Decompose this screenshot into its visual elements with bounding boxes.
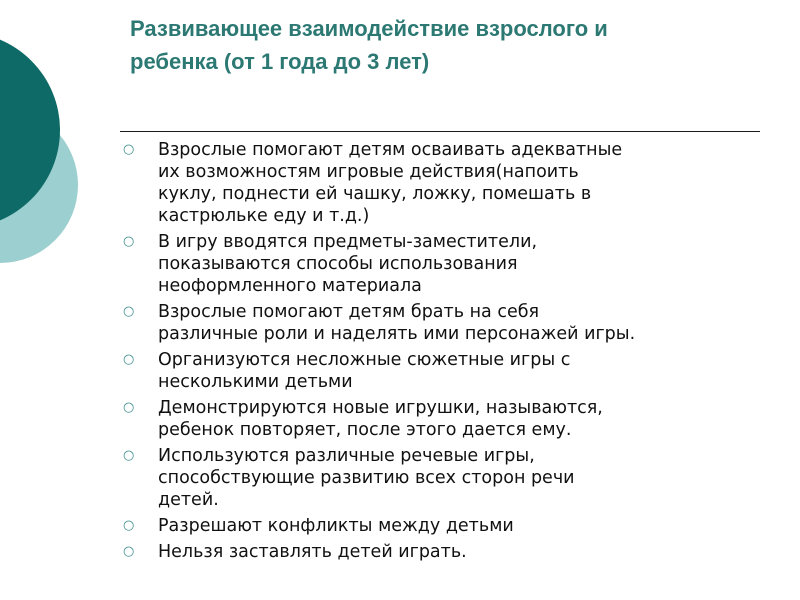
bullet-item [120, 231, 770, 297]
bullet-item [120, 349, 770, 393]
bullet-icon: ○ [123, 518, 135, 533]
bullet-item [120, 541, 770, 563]
bullet-item [120, 301, 770, 345]
bullet-line: способствующие развитию всех сторон речи [158, 468, 575, 488]
bullet-icon: ○ [123, 352, 135, 367]
bullet-line: Взрослые помогают детям осваивать адекватные [158, 140, 623, 160]
bullet-icon: ○ [123, 234, 135, 249]
slide-title [130, 12, 770, 78]
title-line-2: ребенка (от 1 года до 3 лет) [130, 49, 430, 74]
bullet-icon: ○ [123, 448, 135, 463]
title-line-1: Развивающее взаимодействие взрослого и [130, 16, 608, 41]
bullet-line: Нельзя заставлять детей играть. [158, 542, 467, 562]
bullet-item [120, 445, 770, 511]
title-divider [120, 131, 760, 132]
decor-circles [0, 0, 90, 600]
bullet-line: показываются способы использования [158, 254, 518, 274]
bullet-icon: ○ [123, 142, 135, 157]
bullet-line: детей. [158, 490, 219, 510]
bullet-line: Разрешают конфликты между детьми [158, 516, 514, 536]
bullet-item [120, 139, 770, 227]
bullet-item [120, 515, 770, 537]
bullet-icon: ○ [123, 304, 135, 319]
bullet-line: несколькими детьми [158, 372, 353, 392]
bullet-line: Используются различные речевые игры, [158, 446, 535, 466]
bullet-line: куклу, поднести ей чашку, ложку, помешать в [158, 184, 592, 204]
bullet-line: Организуются несложные сюжетные игры с [158, 350, 571, 370]
bullet-line: различные роли и наделять ими персонажей игры. [158, 324, 636, 344]
bullet-line: их возможностям игровые действия(напоить [158, 162, 579, 182]
bullet-line: В игру вводятся предметы-заместители, [158, 232, 538, 252]
bullet-line: неоформленного материала [158, 276, 422, 296]
bullet-list [120, 139, 770, 567]
bullet-line: кастрюльке еду и т.д.) [158, 206, 370, 226]
bullet-line: Демонстрируются новые игрушки, называются, [158, 398, 603, 418]
bullet-icon: ○ [123, 400, 135, 415]
bullet-line: Взрослые помогают детям брать на себя [158, 302, 540, 322]
bullet-icon: ○ [123, 544, 135, 559]
bullet-item [120, 397, 770, 441]
bullet-line: ребенок повторяет, после этого дается ему. [158, 420, 572, 440]
